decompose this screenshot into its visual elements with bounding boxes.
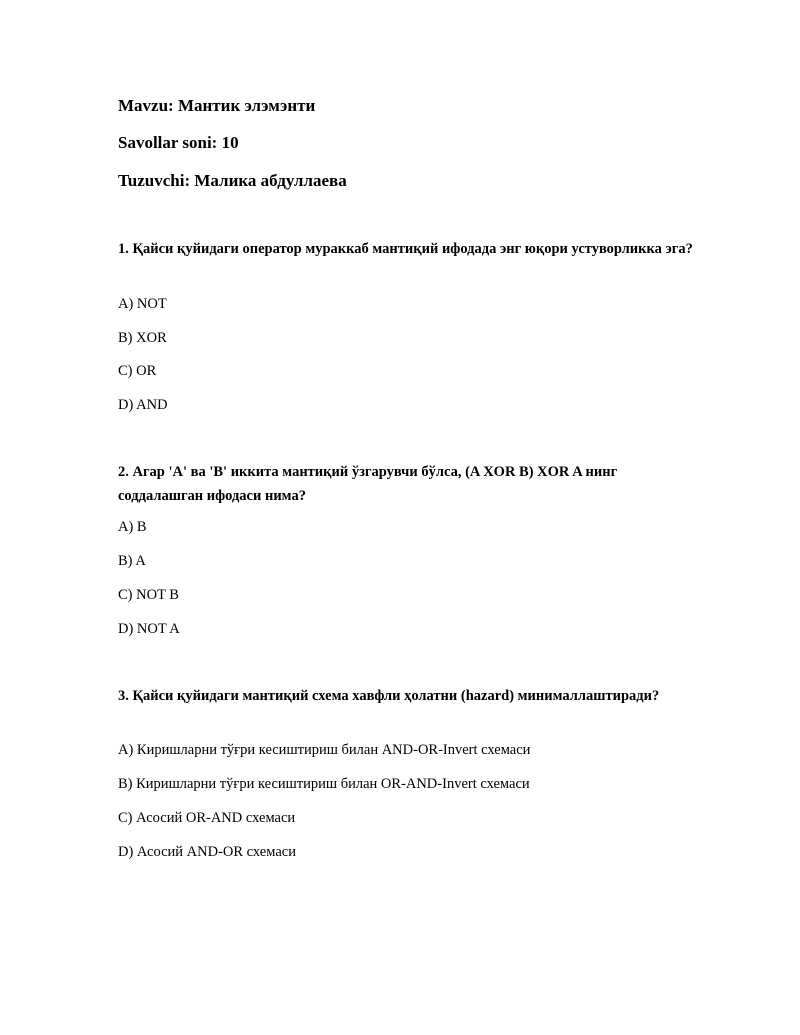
question-2-option-b: B) A — [118, 553, 146, 569]
question-3-text: 3. Қайси қуйидаги мантиқий схема хавфли ҳолатни (hazard) минималлаштиради? — [118, 688, 660, 704]
question-2 — [118, 460, 698, 508]
question-1 — [118, 237, 698, 261]
question-3 — [118, 684, 698, 708]
question-count-heading: Savollar soni: 10 — [118, 133, 239, 152]
question-3-option-a: A) Киришларни тўғри кесиштириш билан AND-OR-Invert схемаси — [118, 742, 531, 758]
question-3-option-c: C) Асосий OR-AND схемаси — [118, 810, 296, 826]
topic-heading: Mavzu: Мантик элэмэнти — [118, 96, 316, 115]
question-2-option-d: D) NOT A — [118, 621, 180, 637]
question-1-option-d: D) AND — [118, 397, 168, 413]
question-1-text: 1. Қайси қуйидаги оператор мураккаб мантиқий ифодада энг юқори устуворликка эга? — [118, 241, 693, 257]
question-1-option-a: A) NOT — [118, 296, 167, 312]
question-1-option-c: C) OR — [118, 363, 157, 379]
author-heading: Tuzuvchi: Малика абдуллаева — [118, 171, 347, 190]
question-1-option-b: B) XOR — [118, 330, 167, 346]
question-3-option-b: B) Киришларни тўғри кесиштириш билан OR-AND-Invert схемаси — [118, 776, 530, 792]
question-2-option-c: C) NOT B — [118, 587, 179, 603]
question-2-text: 2. Агар 'A' ва 'B' иккита мантиқий ўзгарувчи бўлса, (A XOR B) XOR A нинг соддалашган ифодаси нима? — [118, 464, 618, 504]
question-3-option-d: D) Асосий AND-OR схемаси — [118, 844, 296, 860]
question-2-option-a: A) B — [118, 519, 147, 535]
